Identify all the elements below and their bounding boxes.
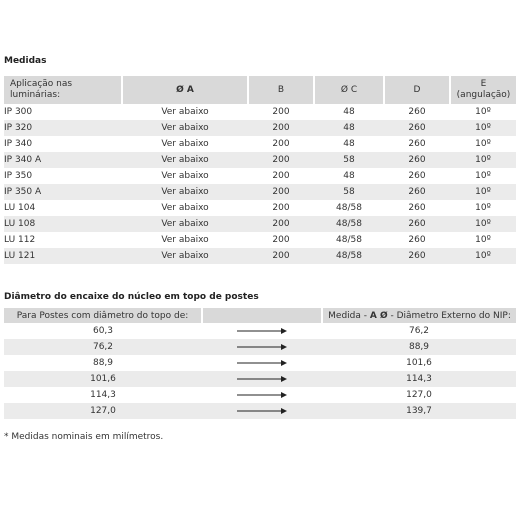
right-arrow-icon (237, 359, 287, 367)
diametro-c-cell: 48/58 (314, 232, 384, 248)
diametro-a-cell: Ver abaixo (122, 216, 248, 232)
arrow-cell (202, 403, 322, 419)
luminaria-cell: LU 112 (4, 232, 122, 248)
header-diametro-a: Ø A (122, 76, 248, 104)
medidas-title: Medidas (4, 56, 47, 66)
header-e (450, 76, 516, 104)
e-cell: 10º (450, 104, 516, 120)
e-cell: 10º (450, 184, 516, 200)
poste-diameter-cell: 114,3 (4, 387, 202, 403)
table-row (4, 152, 516, 168)
table-row (4, 371, 516, 387)
luminaria-cell: IP 300 (4, 104, 122, 120)
e-cell: 10º (450, 200, 516, 216)
table-row (4, 216, 516, 232)
e-cell: 10º (450, 120, 516, 136)
header-nip-prefix: Medida - (328, 310, 370, 321)
table-row (4, 403, 516, 419)
table-row (4, 184, 516, 200)
diametro-table (4, 308, 516, 419)
d-cell: 260 (384, 168, 450, 184)
diametro-a-cell: Ver abaixo (122, 232, 248, 248)
d-cell: 260 (384, 248, 450, 264)
poste-diameter-cell: 127,0 (4, 403, 202, 419)
diametro-a-cell: Ver abaixo (122, 152, 248, 168)
table-row (4, 323, 516, 339)
b-cell: 200 (248, 168, 314, 184)
luminaria-cell: IP 320 (4, 120, 122, 136)
luminaria-cell: LU 104 (4, 200, 122, 216)
diametro-c-cell: 48 (314, 168, 384, 184)
poste-diameter-cell: 76,2 (4, 339, 202, 355)
diametro-a-cell: Ver abaixo (122, 136, 248, 152)
diametro-c-cell: 48 (314, 120, 384, 136)
b-cell: 200 (248, 216, 314, 232)
header-d: D (384, 76, 450, 104)
e-cell: 10º (450, 216, 516, 232)
diametro-c-cell: 48 (314, 136, 384, 152)
header-nip-suffix: - Diâmetro Externo do NIP: (387, 310, 511, 321)
b-cell: 200 (248, 248, 314, 264)
medidas-header-row (4, 76, 516, 104)
poste-diameter-cell: 60,3 (4, 323, 202, 339)
right-arrow-icon (237, 327, 287, 335)
nip-diameter-cell: 114,3 (322, 371, 516, 387)
diametro-a-cell: Ver abaixo (122, 168, 248, 184)
e-cell: 10º (450, 152, 516, 168)
d-cell: 260 (384, 152, 450, 168)
arrow-cell (202, 371, 322, 387)
luminaria-cell: IP 350 (4, 168, 122, 184)
diametro-a-cell: Ver abaixo (122, 248, 248, 264)
d-cell: 260 (384, 232, 450, 248)
right-arrow-icon (237, 343, 287, 351)
b-cell: 200 (248, 120, 314, 136)
table-row (4, 104, 516, 120)
table-row (4, 232, 516, 248)
e-cell: 10º (450, 232, 516, 248)
nip-diameter-cell: 88,9 (322, 339, 516, 355)
arrow-cell (202, 355, 322, 371)
arrow-cell (202, 339, 322, 355)
right-arrow-icon (237, 375, 287, 383)
arrow-cell (202, 323, 322, 339)
table-row (4, 387, 516, 403)
table-row (4, 136, 516, 152)
right-arrow-icon (237, 391, 287, 399)
d-cell: 260 (384, 184, 450, 200)
arrow-cell (202, 387, 322, 403)
poste-diameter-cell: 88,9 (4, 355, 202, 371)
b-cell: 200 (248, 152, 314, 168)
luminaria-cell: IP 340 A (4, 152, 122, 168)
diametro-a-cell: Ver abaixo (122, 120, 248, 136)
header-diametro-nip (322, 308, 516, 323)
e-cell: 10º (450, 136, 516, 152)
nip-diameter-cell: 76,2 (322, 323, 516, 339)
header-aplicacao: Aplicação nas luminárias: (4, 76, 122, 104)
nip-diameter-cell: 139,7 (322, 403, 516, 419)
header-e-label: E (480, 79, 487, 89)
diametro-c-cell: 48/58 (314, 248, 384, 264)
luminaria-cell: IP 350 A (4, 184, 122, 200)
diametro-a-cell: Ver abaixo (122, 184, 248, 200)
header-diametro-c: Ø C (314, 76, 384, 104)
header-nip-bold: A Ø (369, 310, 388, 321)
diametro-c-cell: 48/58 (314, 216, 384, 232)
b-cell: 200 (248, 232, 314, 248)
luminaria-cell: LU 108 (4, 216, 122, 232)
diametro-header-row (4, 308, 516, 323)
luminaria-cell: IP 340 (4, 136, 122, 152)
d-cell: 260 (384, 136, 450, 152)
table-row (4, 200, 516, 216)
e-cell: 10º (450, 248, 516, 264)
right-arrow-icon (237, 407, 287, 415)
e-cell: 10º (450, 168, 516, 184)
medidas-table (4, 76, 516, 264)
b-cell: 200 (248, 184, 314, 200)
d-cell: 260 (384, 120, 450, 136)
diametro-c-cell: 48 (314, 104, 384, 120)
poste-diameter-cell: 101,6 (4, 371, 202, 387)
table-row (4, 168, 516, 184)
b-cell: 200 (248, 104, 314, 120)
table-row (4, 120, 516, 136)
luminaria-cell: LU 121 (4, 248, 122, 264)
d-cell: 260 (384, 104, 450, 120)
b-cell: 200 (248, 200, 314, 216)
header-b: B (248, 76, 314, 104)
footnote: * Medidas nominais em milímetros. (4, 432, 164, 442)
header-diametro-poste: Para Postes com diâmetro do topo de: (4, 308, 202, 323)
nip-diameter-cell: 101,6 (322, 355, 516, 371)
header-e-sublabel: (angulação) (456, 90, 511, 100)
d-cell: 260 (384, 216, 450, 232)
diametro-a-cell: Ver abaixo (122, 200, 248, 216)
diametro-a-cell: Ver abaixo (122, 104, 248, 120)
nip-diameter-cell: 127,0 (322, 387, 516, 403)
diametro-c-cell: 58 (314, 184, 384, 200)
diametro-title: Diâmetro do encaixe do núcleo em topo de postes (4, 292, 259, 302)
table-row (4, 248, 516, 264)
header-arrow-spacer (202, 308, 322, 323)
b-cell: 200 (248, 136, 314, 152)
diametro-c-cell: 48/58 (314, 200, 384, 216)
table-row (4, 339, 516, 355)
d-cell: 260 (384, 200, 450, 216)
diametro-c-cell: 58 (314, 152, 384, 168)
table-row (4, 355, 516, 371)
